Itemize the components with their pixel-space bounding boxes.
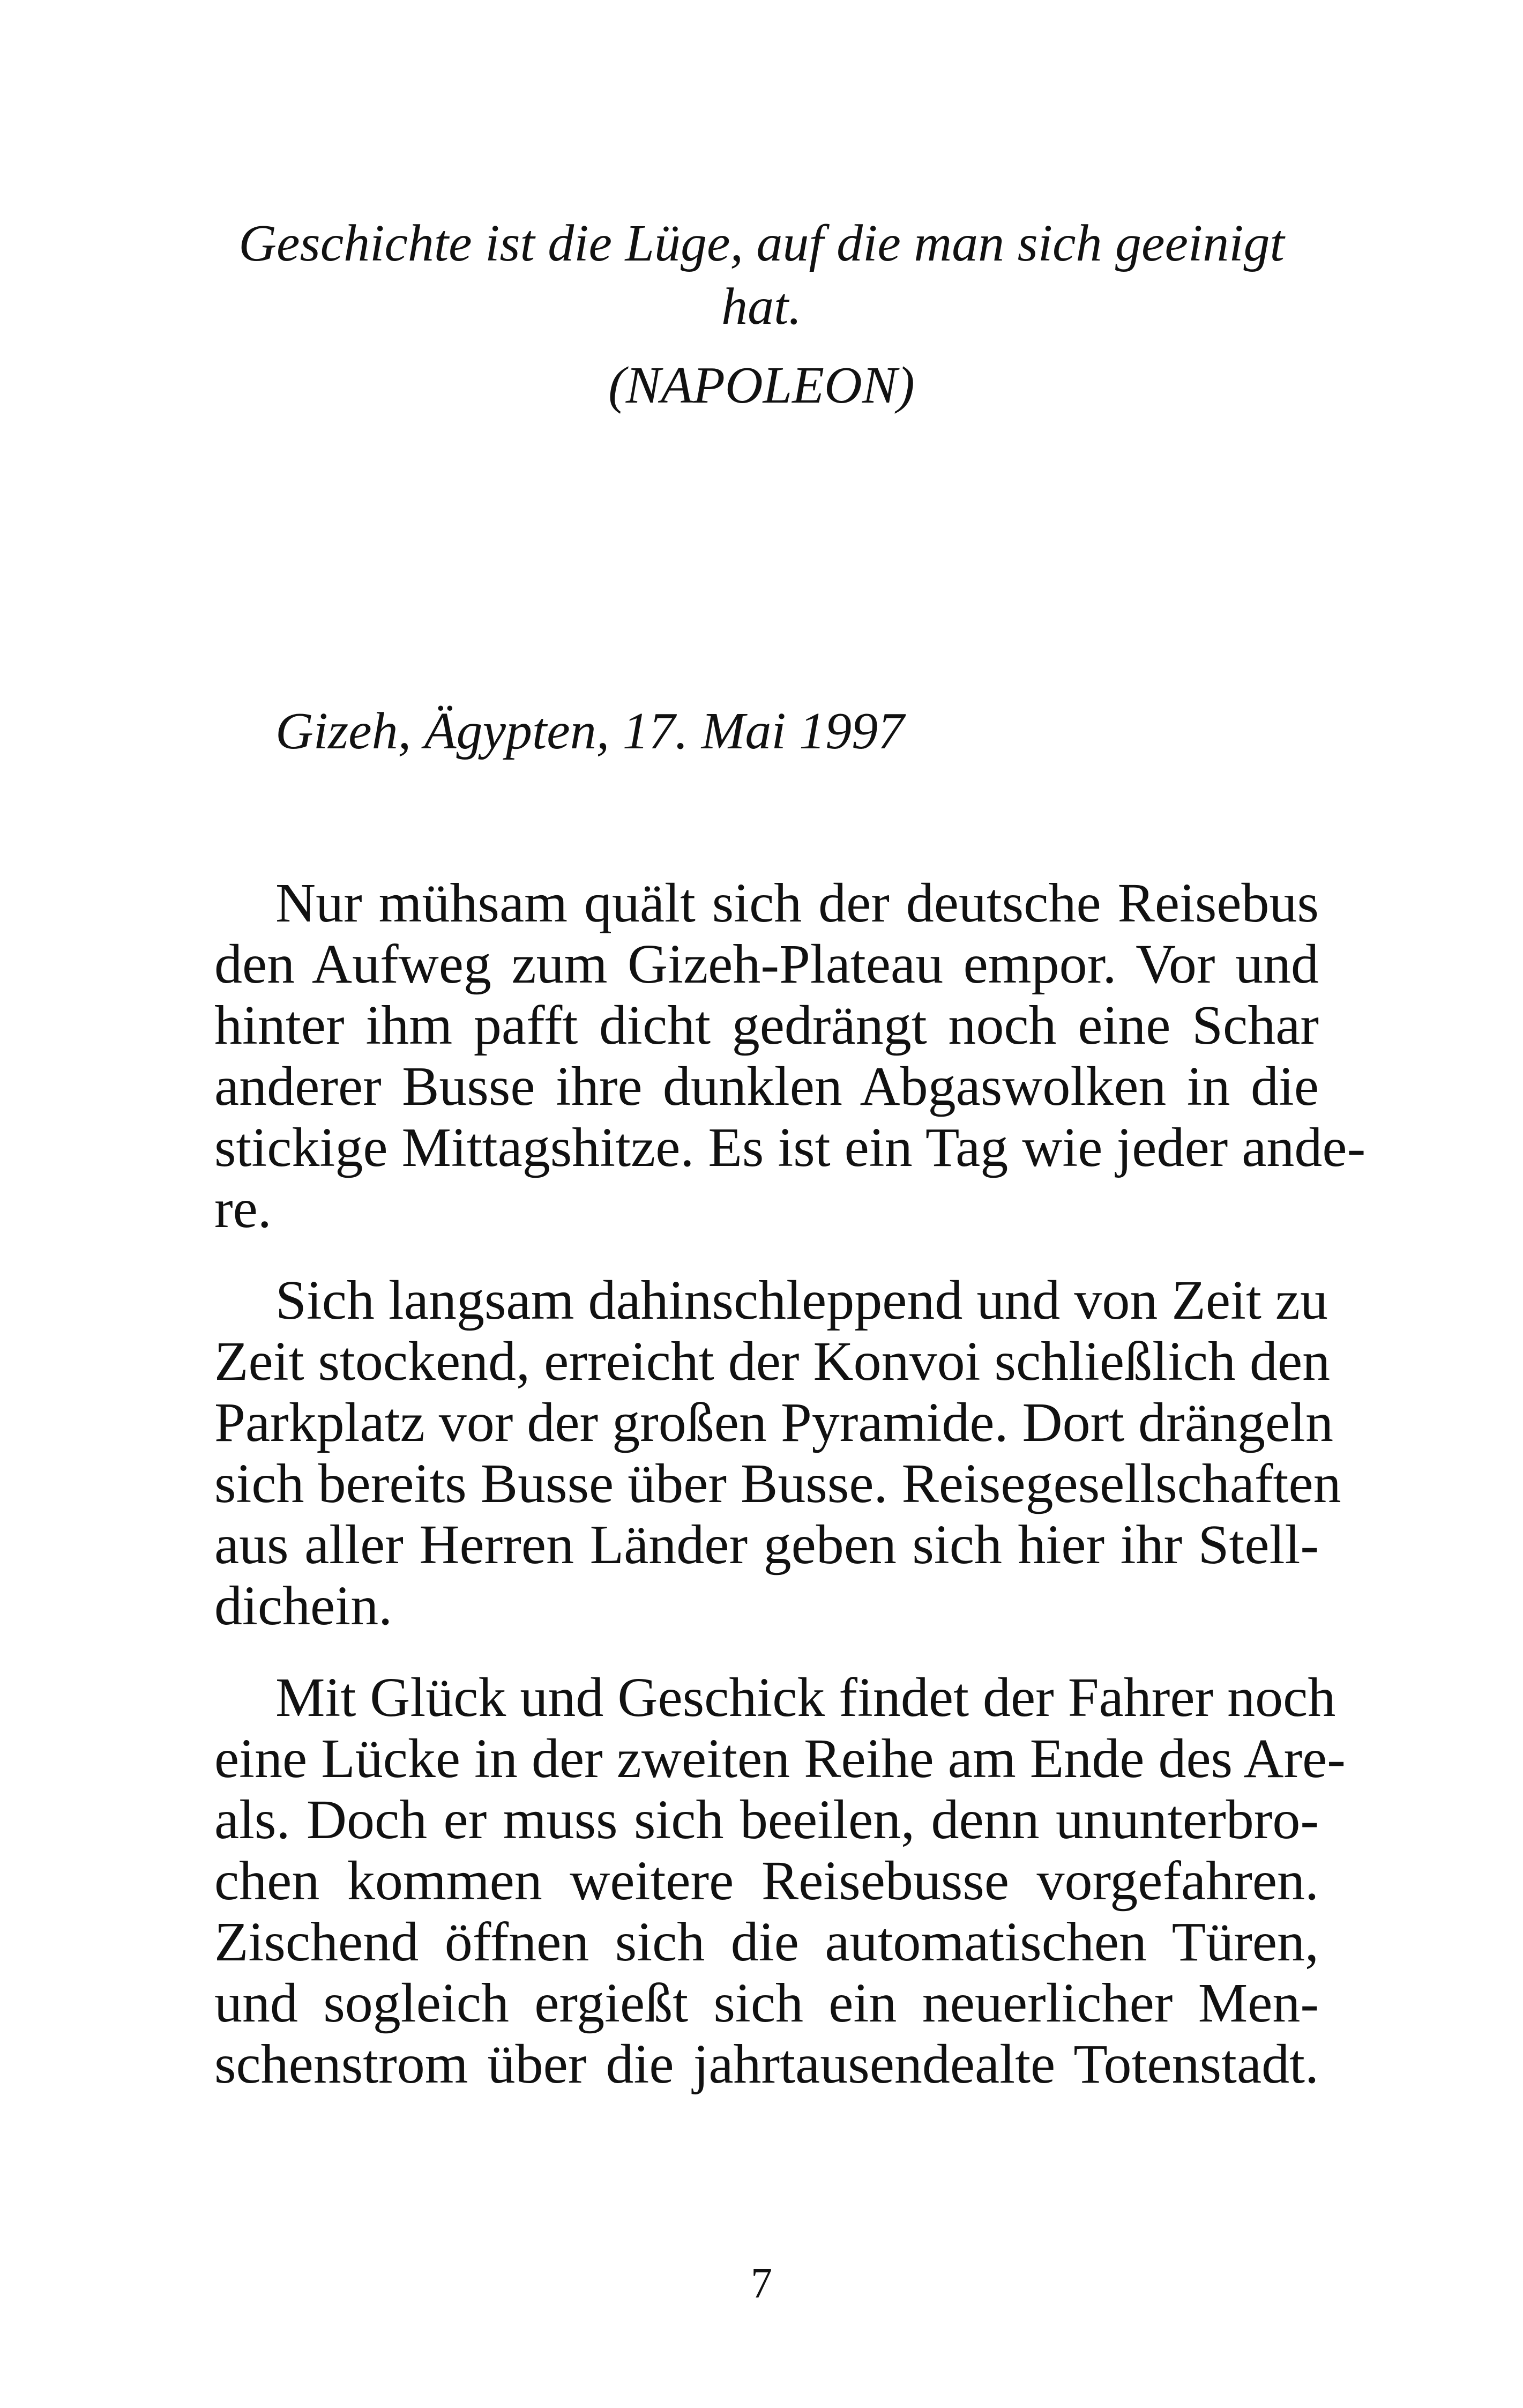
text-line: dichein. — [214, 1575, 393, 1637]
text-line: Parkplatz vor der großen Pyramide. Dort drängeln — [214, 1392, 1334, 1453]
text-line: hinter ihm pafft dicht gedrängt noch eine Schar — [214, 994, 1319, 1056]
body-text — [214, 872, 1366, 2125]
text-line: Zeit stockend, erreicht der Konvoi schließlich den — [214, 1331, 1331, 1392]
page-number: 7 — [751, 2260, 772, 2307]
paragraph — [214, 1667, 1346, 2095]
text-line: anderer Busse ihre dunklen Abgaswolken in die — [214, 1056, 1319, 1117]
text-line: schenstrom über die jahrtausendealte Totenstadt. — [214, 2033, 1319, 2095]
epigraph-quote: Geschichte ist die Lüge, auf die man sich geeinigt hat. — [238, 214, 1285, 336]
text-line: Nur mühsam quält sich der deutsche Reisebus — [275, 872, 1319, 934]
text-line: als. Doch er muss sich beeilen, denn ununterbro- — [214, 1789, 1319, 1850]
text-line: Mit Glück und Geschick findet der Fahrer noch — [275, 1667, 1336, 1728]
text-line: und sogleich ergießt sich ein neuerlicher Men- — [214, 1972, 1319, 2034]
text-line: aus aller Herren Länder geben sich hier ihr Stell- — [214, 1514, 1319, 1575]
text-line: chen kommen weitere Reisebusse vorgefahren. — [214, 1850, 1319, 1912]
dateline: Gizeh, Ägypten, 17. Mai 1997 — [275, 702, 905, 760]
text-line: den Aufweg zum Gizeh-Plateau empor. Vor und — [214, 933, 1319, 995]
text-line: sich bereits Busse über Busse. Reisegesellschaften — [214, 1453, 1341, 1514]
text-line: re. — [214, 1178, 272, 1239]
text-line: eine Lücke in der zweiten Reihe am Ende des Are- — [214, 1728, 1346, 1789]
paragraph — [214, 1269, 1341, 1637]
text-line: stickige Mittagshitze. Es ist ein Tag wie jeder ande- — [214, 1117, 1366, 1178]
paragraph — [214, 872, 1366, 1239]
text-line: Zischend öffnen sich die automatischen Türen, — [214, 1911, 1319, 1973]
text-line: Sich langsam dahinschleppend und von Zeit zu — [275, 1269, 1328, 1331]
epigraph-author: (NAPOLEON) — [608, 356, 915, 414]
